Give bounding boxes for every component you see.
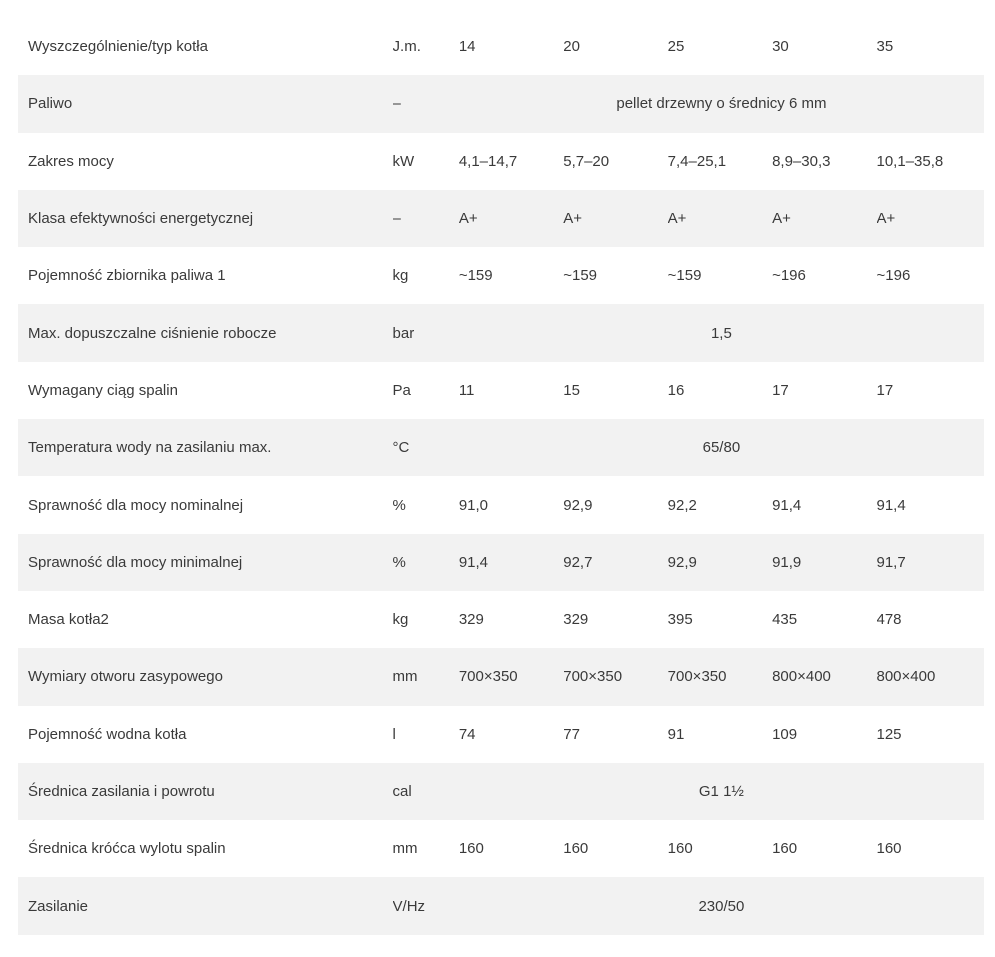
row-value: 478 [876, 611, 902, 629]
row-value: 92,2 [667, 496, 697, 514]
row-value: 435 [772, 611, 798, 629]
row-label: Średnica zasilania i powrotu [18, 763, 393, 820]
row-unit: kg [392, 267, 409, 285]
table-row [18, 133, 984, 190]
row-shared-value: G1 1½ [459, 763, 984, 820]
row-value: 160 [772, 840, 798, 858]
row-shared-value: 230/50 [459, 877, 984, 934]
row-value: A+ [877, 190, 985, 247]
table-row [18, 877, 984, 934]
table-row [18, 476, 984, 533]
row-unit: Pa [392, 381, 411, 399]
row-shared-value: 65/80 [459, 419, 984, 476]
row-label: Wymagany ciąg spalin [28, 381, 178, 399]
row-value: 17 [876, 381, 894, 399]
row-value: A+ [668, 190, 772, 247]
row-value: 91,7 [877, 534, 985, 591]
row-label: Paliwo [18, 75, 393, 132]
table-row [18, 534, 984, 591]
row-value: 17 [772, 381, 789, 399]
row-value: ~159 [563, 267, 598, 285]
row-label: Średnica króćca wylotu spalin [28, 840, 226, 858]
row-value: 16 [667, 381, 685, 399]
row-label: Zasilanie [18, 877, 393, 934]
row-value: 125 [876, 725, 902, 743]
row-value: 160 [667, 840, 693, 858]
row-value: ~196 [772, 267, 806, 285]
row-shared-value: 1,5 [459, 304, 984, 361]
row-value: 11 [458, 381, 475, 399]
table-row [18, 419, 984, 476]
row-value: 77 [563, 725, 580, 743]
row-unit: – [393, 75, 459, 132]
row-label: Pojemność zbiornika paliwa 1 [28, 267, 226, 285]
row-value: 10,1–35,8 [876, 152, 944, 170]
row-value: 74 [458, 725, 476, 743]
row-value: 5,7–20 [563, 152, 610, 170]
row-value: 160 [563, 840, 589, 858]
row-value: A+ [772, 190, 876, 247]
row-label: Sprawność dla mocy nominalnej [28, 496, 244, 514]
row-unit: cal [393, 763, 459, 820]
row-value: A+ [563, 190, 667, 247]
table-row [18, 820, 984, 877]
row-unit: mm [392, 840, 418, 858]
row-value: 8,9–30,3 [772, 152, 831, 170]
row-label: Wymiary otworu zasypowego [18, 648, 393, 705]
header-model-25: 25 [667, 38, 685, 56]
row-value: A+ [459, 190, 563, 247]
row-value: 700×350 [563, 648, 667, 705]
boiler-spec-table [18, 18, 984, 935]
row-unit: % [392, 496, 406, 514]
row-value: 160 [876, 840, 902, 858]
row-label: Masa kotła2 [28, 611, 109, 629]
row-value: 92,9 [668, 534, 772, 591]
row-label: Sprawność dla mocy minimalnej [18, 534, 393, 591]
row-value: 800×400 [772, 648, 876, 705]
row-value: 91,4 [459, 534, 563, 591]
row-value: 91,9 [772, 534, 876, 591]
header-model-14: 14 [458, 38, 476, 56]
row-unit: mm [393, 648, 459, 705]
row-unit: % [393, 534, 459, 591]
row-unit: – [393, 190, 459, 247]
row-value: ~196 [876, 267, 911, 285]
row-unit: kg [392, 611, 409, 629]
row-value: 91,4 [772, 496, 802, 514]
row-label: Temperatura wody na zasilaniu max. [18, 419, 393, 476]
table-row [18, 190, 984, 247]
table-row [18, 362, 984, 419]
row-unit: bar [393, 304, 459, 361]
row-value: ~159 [458, 267, 493, 285]
table-row [18, 247, 984, 304]
row-value: 800×400 [877, 648, 985, 705]
table-row [18, 75, 984, 132]
row-value: 329 [458, 611, 484, 629]
header-model-30: 30 [772, 38, 789, 56]
row-value: ~159 [667, 267, 702, 285]
row-value: 7,4–25,1 [667, 152, 727, 170]
row-value: 91,4 [876, 496, 906, 514]
spec-table-body [18, 18, 984, 935]
row-unit: kW [392, 152, 415, 170]
row-value: 4,1–14,7 [458, 152, 518, 170]
row-value: 395 [667, 611, 693, 629]
table-row [18, 648, 984, 705]
row-value: 700×350 [459, 648, 563, 705]
row-label: Zakres mocy [28, 152, 114, 170]
table-row [18, 706, 984, 763]
row-label: Max. dopuszczalne ciśnienie robocze [18, 304, 393, 361]
row-unit: °C [393, 419, 459, 476]
row-value: 91 [667, 725, 685, 743]
row-value: 109 [772, 725, 798, 743]
row-value: 160 [458, 840, 484, 858]
row-unit: l [392, 725, 396, 743]
table-header-row [18, 18, 984, 75]
row-value: 15 [563, 381, 580, 399]
row-value: 91,0 [458, 496, 489, 514]
table-row [18, 304, 984, 361]
header-label: Wyszczególnienie/typ kotła [28, 38, 208, 56]
table-row [18, 591, 984, 648]
header-unit: J.m. [392, 38, 421, 56]
row-label: Pojemność wodna kotła [28, 725, 187, 743]
header-model-35: 35 [876, 38, 894, 56]
row-value: 700×350 [668, 648, 772, 705]
row-value: 92,9 [563, 496, 593, 514]
row-shared-value: pellet drzewny o średnicy 6 mm [459, 75, 984, 132]
row-value: 329 [563, 611, 589, 629]
row-label: Klasa efektywności energetycznej [18, 190, 393, 247]
row-unit: V/Hz [393, 877, 459, 934]
table-row [18, 763, 984, 820]
header-model-20: 20 [563, 38, 580, 56]
row-value: 92,7 [563, 534, 667, 591]
